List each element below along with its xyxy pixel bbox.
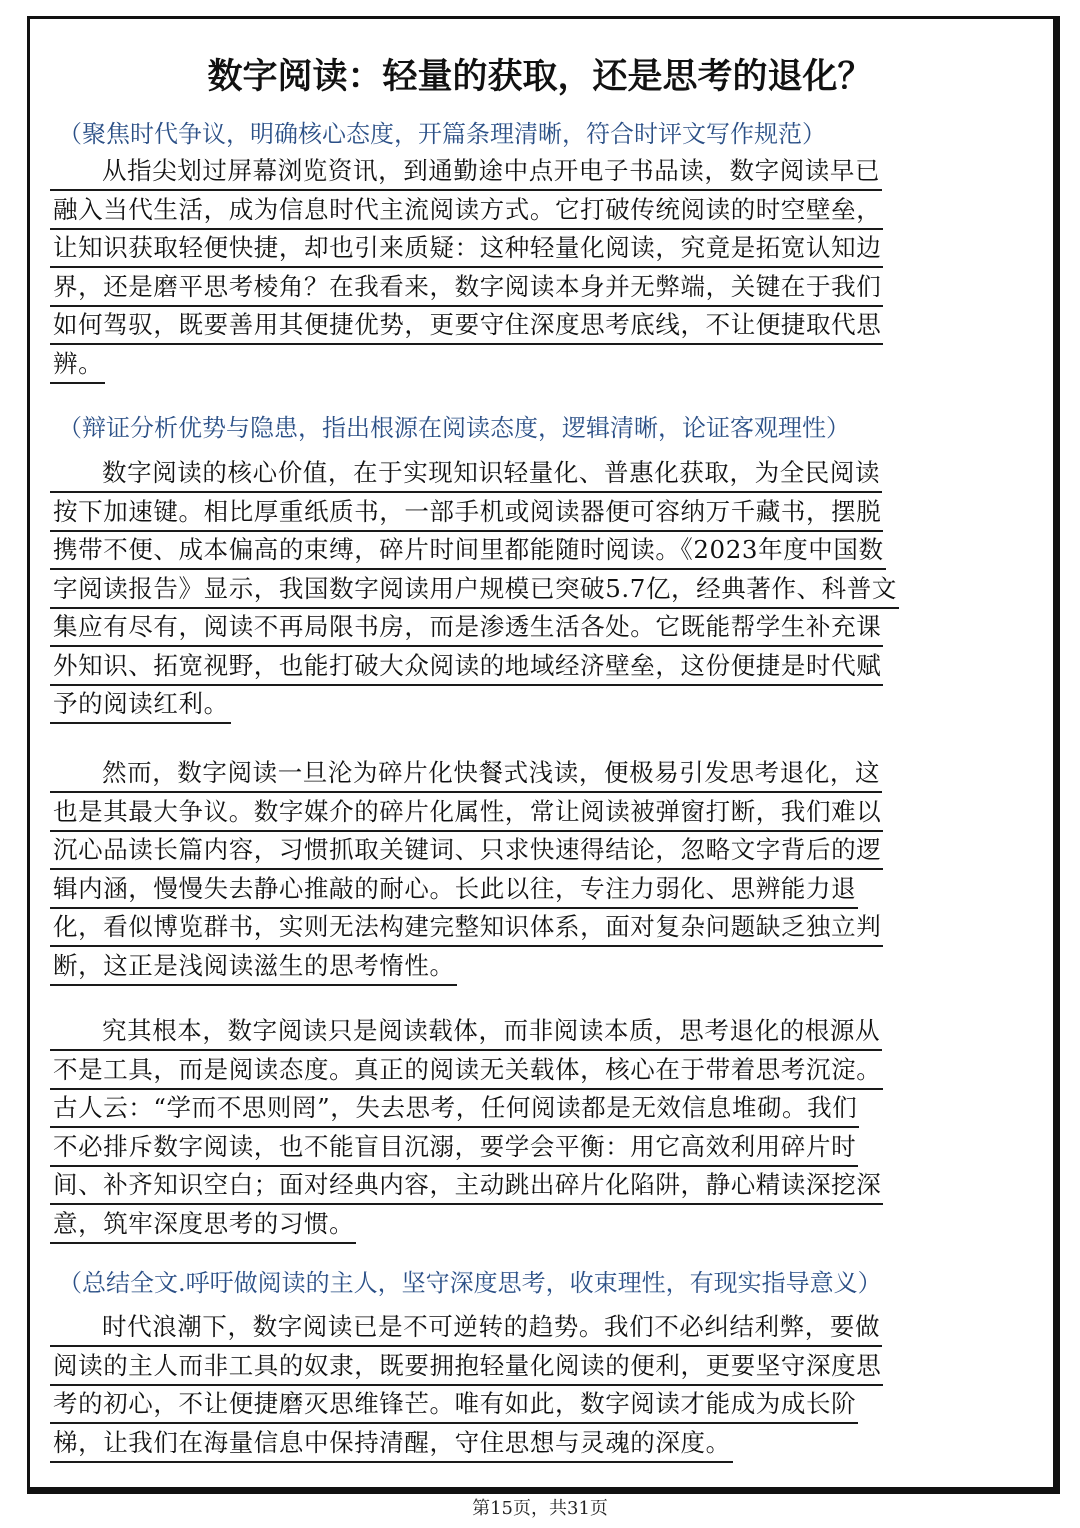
underlined-text: 予的阅读红利。 bbox=[50, 687, 231, 724]
annotation-opening: （聚焦时代争议，明确核心态度，开篇条理清晰，符合时评文写作规范） bbox=[58, 120, 826, 148]
underlined-text: 辨。 bbox=[50, 347, 105, 384]
paragraph-line bbox=[50, 346, 1040, 385]
page-number: 第15页，共31页 bbox=[472, 1498, 608, 1519]
underlined-text: 也是其最大争议。数字媒介的碎片化属性，常让阅读被弹窗打断，我们难以 bbox=[50, 795, 883, 832]
paragraph-line bbox=[50, 871, 1040, 910]
paragraph-line bbox=[50, 455, 1040, 494]
paragraph-line bbox=[50, 1013, 1040, 1052]
paragraph-line bbox=[50, 794, 1040, 833]
paragraph-line bbox=[50, 1167, 1040, 1206]
underlined-text: 界，还是磨平思考棱角？在我看来，数字阅读本身并无弊端，关键在于我们 bbox=[50, 270, 883, 307]
underlined-text: 化，看似博览群书，实则无法构建完整知识体系，面对复杂问题缺乏独立判 bbox=[50, 910, 883, 947]
underlined-text: 让知识获取轻便快捷，却也引来质疑：这种轻量化阅读，究竟是拓宽认知边 bbox=[50, 231, 883, 268]
paragraph-line bbox=[50, 909, 1040, 948]
paragraph-root-cause bbox=[50, 1013, 1040, 1244]
paragraph-line bbox=[50, 1309, 1040, 1348]
paragraph-line bbox=[50, 609, 1040, 648]
underlined-text: 阅读的主人而非工具的奴隶，既要拥抱轻量化阅读的便利，更要坚守深度思 bbox=[50, 1349, 883, 1386]
paragraph-line bbox=[50, 832, 1040, 871]
paragraph-line bbox=[50, 153, 1040, 192]
underlined-text: 沉心品读长篇内容，习惯抓取关键词、只求快速得结论，忽略文字背后的逻 bbox=[50, 833, 883, 870]
underlined-text: 如何驾驭，既要善用其便捷优势，更要守住深度思考底线，不让便捷取代思 bbox=[50, 308, 883, 345]
paragraph-line bbox=[50, 755, 1040, 794]
underlined-text: 考的初心，不让便捷磨灭思维锋芒。唯有如此，数字阅读才能成为成长阶 bbox=[50, 1387, 858, 1424]
underlined-text: 古人云：“学而不思则罔”，失去思考，任何阅读都是无效信息堆砌。我们 bbox=[50, 1091, 859, 1128]
paragraph-line bbox=[50, 1090, 1040, 1129]
underlined-text: 按下加速键。相比厚重纸质书，一部手机或阅读器便可容纳万千藏书，摆脱 bbox=[50, 495, 883, 532]
underlined-text: 集应有尽有，阅读不再局限书房，而是渗透生活各处。它既能帮学生补充课 bbox=[50, 610, 883, 647]
paragraph-line bbox=[50, 532, 1040, 571]
paragraph-line bbox=[50, 648, 1040, 687]
underlined-text: 辑内涵，慢慢失去静心推敲的耐心。长此以往，专注力弱化、思辨能力退 bbox=[50, 872, 858, 909]
underlined-text: 不是工具，而是阅读态度。真正的阅读无关载体，核心在于带着思考沉淀。 bbox=[50, 1053, 883, 1090]
annotation-analysis: （辩证分析优势与隐患，指出根源在阅读态度，逻辑清晰，论证客观理性） bbox=[58, 414, 850, 442]
paragraph-line bbox=[50, 571, 1040, 610]
underlined-text: 不必排斥数字阅读，也不能盲目沉溺，要学会平衡：用它高效利用碎片时 bbox=[50, 1130, 858, 1167]
essay-title: 数字阅读：轻量的获取，还是思考的退化？ bbox=[207, 57, 873, 97]
paragraph-line bbox=[50, 948, 1040, 987]
paragraph-risks bbox=[50, 755, 1040, 986]
annotation-conclusion: （总结全文.呼吁做阅读的主人，坚守深度思考，收束理性，有现实指导意义） bbox=[58, 1269, 882, 1297]
underlined-text: 数字阅读的核心价值，在于实现知识轻量化、普惠化获取，为全民阅读 bbox=[50, 456, 882, 493]
underlined-text: 然而，数字阅读一旦沦为碎片化快餐式浅读，便极易引发思考退化，这 bbox=[50, 756, 882, 793]
underlined-text: 断，这正是浅阅读滋生的思考惰性。 bbox=[50, 949, 457, 986]
underlined-text: 意，筑牢深度思考的习惯。 bbox=[50, 1207, 356, 1244]
paragraph-line bbox=[50, 1206, 1040, 1245]
paragraph-line bbox=[50, 494, 1040, 533]
underlined-text: 外知识、拓宽视野，也能打破大众阅读的地域经济壁垒，这份便捷是时代赋 bbox=[50, 649, 883, 686]
paragraph-line bbox=[50, 192, 1040, 231]
paragraph-line bbox=[50, 686, 1040, 725]
paragraph-line bbox=[50, 1425, 1040, 1464]
paragraph-line bbox=[50, 269, 1040, 308]
paragraph-line bbox=[50, 230, 1040, 269]
underlined-text: 时代浪潮下，数字阅读已是不可逆转的趋势。我们不必纠结利弊，要做 bbox=[50, 1310, 882, 1347]
paragraph-line bbox=[50, 1386, 1040, 1425]
underlined-text: 字阅读报告》显示，我国数字阅读用户规模已突破5.7亿，经典著作、科普文 bbox=[50, 572, 899, 609]
paragraph-line bbox=[50, 1348, 1040, 1387]
underlined-text: 间、补齐知识空白；面对经典内容，主动跳出碎片化陷阱，静心精读深挖深 bbox=[50, 1168, 883, 1205]
paragraph-introduction bbox=[50, 153, 1040, 384]
paragraph-conclusion bbox=[50, 1309, 1040, 1463]
underlined-text: 融入当代生活，成为信息时代主流阅读方式。它打破传统阅读的时空壁垒， bbox=[50, 193, 883, 230]
underlined-text: 携带不便、成本偏高的束缚，碎片时间里都能随时阅读。《2023年度中国数 bbox=[50, 533, 886, 570]
paragraph-line bbox=[50, 1129, 1040, 1168]
underlined-text: 梯，让我们在海量信息中保持清醒，守住思想与灵魂的深度。 bbox=[50, 1426, 733, 1463]
underlined-text: 从指尖划过屏幕浏览资讯，到通勤途中点开电子书品读，数字阅读早已 bbox=[50, 154, 882, 191]
paragraph-advantages bbox=[50, 455, 1040, 725]
paragraph-line bbox=[50, 1052, 1040, 1091]
paragraph-line bbox=[50, 307, 1040, 346]
underlined-text: 究其根本，数字阅读只是阅读载体，而非阅读本质，思考退化的根源从 bbox=[50, 1014, 882, 1051]
